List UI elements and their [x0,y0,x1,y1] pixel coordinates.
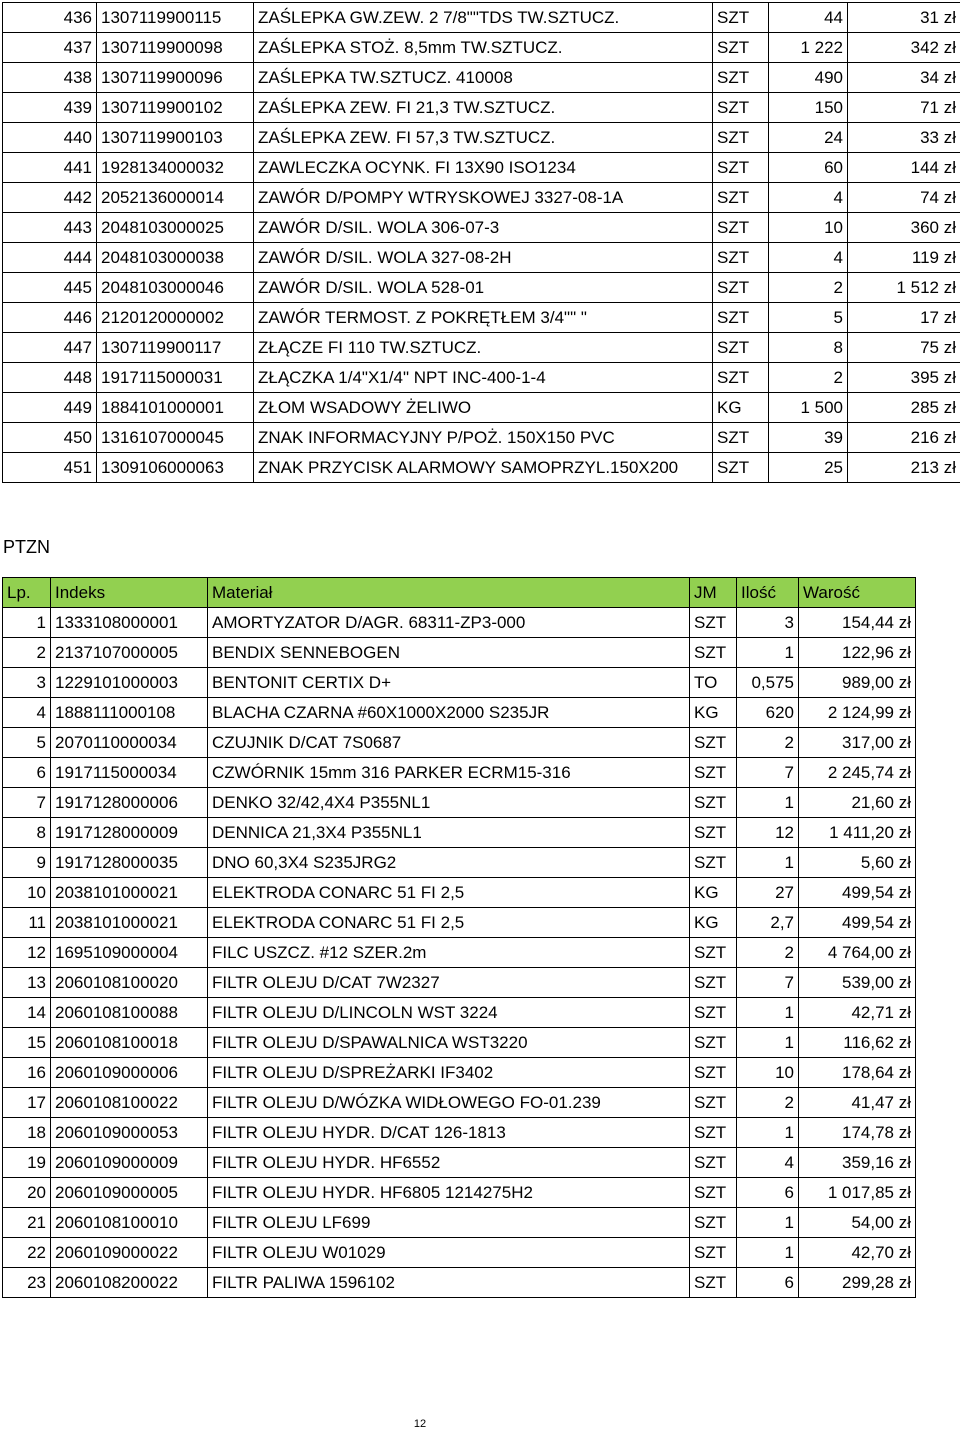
cell-material: ZAWÓR D/SIL. WOLA 528-01 [254,273,713,303]
cell-index: 1307119900117 [97,333,254,363]
cell-material: ZAŚLEPKA ZEW. FI 57,3 TW.SZTUCZ. [254,123,713,153]
cell-unit: SZT [690,848,737,878]
cell-quantity: 1 [737,638,799,668]
cell-value: 154,44 zł [799,608,916,638]
cell-quantity: 8 [769,333,848,363]
cell-index: 2038101000021 [51,878,208,908]
cell-unit: SZT [713,213,769,243]
cell-index: 1333108000001 [51,608,208,638]
cell-material: ELEKTRODA CONARC 51 FI 2,5 [208,908,690,938]
cell-index: 1917115000034 [51,758,208,788]
cell-unit: SZT [713,453,769,483]
cell-quantity: 10 [769,213,848,243]
table-row [3,878,916,908]
cell-lp: 5 [3,728,51,758]
cell-unit: KG [690,878,737,908]
table-row [3,1058,916,1088]
table-row [3,393,960,423]
cell-material: ZAŚLEPKA GW.ZEW. 2 7/8""TDS TW.SZTUCZ. [254,3,713,33]
cell-index: 2060109000022 [51,1238,208,1268]
cell-value: 285 zł [848,393,960,423]
cell-material: FILTR OLEJU HYDR. D/CAT 126-1813 [208,1118,690,1148]
table-row [3,1148,916,1178]
cell-value: 33 zł [848,123,960,153]
cell-unit: SZT [690,1148,737,1178]
cell-value: 31 zł [848,3,960,33]
cell-index: 2052136000014 [97,183,254,213]
table-row [3,1238,916,1268]
cell-index: 1307119900102 [97,93,254,123]
table-row [3,63,960,93]
table-row [3,638,916,668]
cell-value: 116,62 zł [799,1028,916,1058]
cell-unit: SZT [713,183,769,213]
table-row [3,273,960,303]
cell-index: 1229101000003 [51,668,208,698]
ptzn-table-body [3,608,916,1298]
cell-unit: KG [690,698,737,728]
cell-unit: SZT [690,788,737,818]
table-row [3,363,960,393]
cell-index: 2048103000038 [97,243,254,273]
cell-quantity: 39 [769,423,848,453]
table-row [3,938,916,968]
header-jm: JM [690,578,737,608]
cell-quantity: 25 [769,453,848,483]
cell-index: 2060108100020 [51,968,208,998]
cell-index: 2060108100088 [51,998,208,1028]
cell-quantity: 1 [737,848,799,878]
table-row [3,698,916,728]
table-row [3,153,960,183]
cell-lp: 19 [3,1148,51,1178]
table-row [3,303,960,333]
cell-index: 2048103000025 [97,213,254,243]
cell-value: 989,00 zł [799,668,916,698]
cell-value: 1 512 zł [848,273,960,303]
table-row [3,1178,916,1208]
header-indeks: Indeks [51,578,208,608]
cell-lp: 450 [3,423,97,453]
cell-material: FILTR OLEJU D/CAT 7W2327 [208,968,690,998]
inventory-table-continued [2,2,960,483]
cell-value: 42,70 zł [799,1238,916,1268]
cell-material: ZAŚLEPKA STOŻ. 8,5mm TW.SZTUCZ. [254,33,713,63]
cell-quantity: 1 [737,1118,799,1148]
cell-unit: SZT [690,1268,737,1298]
cell-material: ZAWÓR TERMOST. Z POKRĘTŁEM 3/4"" " [254,303,713,333]
cell-material: FILC USZCZ. #12 SZER.2m [208,938,690,968]
cell-material: ZŁĄCZE FI 110 TW.SZTUCZ. [254,333,713,363]
cell-material: ZAWLECZKA OCYNK. FI 13X90 ISO1234 [254,153,713,183]
header-wartosc: Warość [799,578,916,608]
cell-unit: SZT [690,608,737,638]
cell-index: 1917128000009 [51,818,208,848]
cell-unit: SZT [690,1238,737,1268]
header-ilosc: Ilość [737,578,799,608]
cell-unit: SZT [690,638,737,668]
cell-unit: SZT [690,938,737,968]
table-row [3,33,960,63]
cell-material: ZNAK INFORMACYJNY P/POŻ. 150X150 PVC [254,423,713,453]
table-row [3,3,960,33]
cell-value: 216 zł [848,423,960,453]
cell-value: 54,00 zł [799,1208,916,1238]
cell-lp: 15 [3,1028,51,1058]
table-row [3,93,960,123]
cell-lp: 18 [3,1118,51,1148]
cell-value: 499,54 zł [799,908,916,938]
cell-material: DENKO 32/42,4X4 P355NL1 [208,788,690,818]
cell-lp: 10 [3,878,51,908]
cell-lp: 437 [3,33,97,63]
cell-unit: SZT [690,1088,737,1118]
cell-unit: SZT [713,273,769,303]
table-row [3,908,916,938]
cell-index: 2060108100018 [51,1028,208,1058]
cell-quantity: 0,575 [737,668,799,698]
cell-lp: 9 [3,848,51,878]
table-row [3,1088,916,1118]
cell-unit: SZT [690,728,737,758]
cell-index: 2048103000046 [97,273,254,303]
cell-quantity: 150 [769,93,848,123]
cell-lp: 17 [3,1088,51,1118]
cell-material: CZWÓRNIK 15mm 316 PARKER ECRM15-316 [208,758,690,788]
table-row [3,668,916,698]
cell-index: 1309106000063 [97,453,254,483]
table-row [3,728,916,758]
cell-material: ELEKTRODA CONARC 51 FI 2,5 [208,878,690,908]
cell-material: FILTR OLEJU D/WÓZKA WIDŁOWEGO FO-01.239 [208,1088,690,1118]
cell-lp: 451 [3,453,97,483]
cell-quantity: 10 [737,1058,799,1088]
cell-material: FILTR OLEJU LF699 [208,1208,690,1238]
cell-lp: 20 [3,1178,51,1208]
cell-value: 2 124,99 zł [799,698,916,728]
cell-quantity: 1 [737,1238,799,1268]
table-row [3,243,960,273]
cell-unit: SZT [713,243,769,273]
cell-quantity: 2 [737,1088,799,1118]
cell-lp: 8 [3,818,51,848]
cell-value: 41,47 zł [799,1088,916,1118]
cell-material: DENNICA 21,3X4 P355NL1 [208,818,690,848]
cell-value: 21,60 zł [799,788,916,818]
cell-unit: SZT [690,1028,737,1058]
cell-lp: 445 [3,273,97,303]
cell-value: 75 zł [848,333,960,363]
cell-index: 2070110000034 [51,728,208,758]
cell-quantity: 44 [769,3,848,33]
table-row [3,123,960,153]
cell-material: FILTR PALIWA 1596102 [208,1268,690,1298]
cell-value: 34 zł [848,63,960,93]
cell-quantity: 4 [769,183,848,213]
section-title: PTZN [3,537,50,557]
cell-index: 1917128000035 [51,848,208,878]
ptzn-header-row [3,578,916,608]
cell-unit: KG [690,908,737,938]
cell-quantity: 1 [737,998,799,1028]
cell-quantity: 24 [769,123,848,153]
cell-material: ZAŚLEPKA TW.SZTUCZ. 410008 [254,63,713,93]
cell-value: 1 411,20 zł [799,818,916,848]
cell-value: 317,00 zł [799,728,916,758]
table-row [3,758,916,788]
cell-quantity: 1 222 [769,33,848,63]
cell-material: FILTR OLEJU D/LINCOLN WST 3224 [208,998,690,1028]
cell-lp: 449 [3,393,97,423]
cell-unit: SZT [713,423,769,453]
table-row [3,333,960,363]
cell-lp: 439 [3,93,97,123]
cell-lp: 443 [3,213,97,243]
cell-quantity: 1 [737,788,799,818]
cell-lp: 448 [3,363,97,393]
cell-quantity: 5 [769,303,848,333]
cell-quantity: 4 [737,1148,799,1178]
cell-index: 1307119900096 [97,63,254,93]
cell-quantity: 1 500 [769,393,848,423]
cell-unit: SZT [690,1208,737,1238]
cell-quantity: 6 [737,1268,799,1298]
inventory-table-body [3,3,960,483]
cell-value: 2 245,74 zł [799,758,916,788]
cell-index: 1917128000006 [51,788,208,818]
cell-quantity: 1 [737,1208,799,1238]
cell-lp: 438 [3,63,97,93]
cell-value: 144 zł [848,153,960,183]
cell-lp: 3 [3,668,51,698]
cell-unit: SZT [713,153,769,183]
cell-quantity: 27 [737,878,799,908]
cell-unit: SZT [690,1058,737,1088]
cell-material: AMORTYZATOR D/AGR. 68311-ZP3-000 [208,608,690,638]
cell-value: 539,00 zł [799,968,916,998]
cell-lp: 12 [3,938,51,968]
cell-value: 174,78 zł [799,1118,916,1148]
cell-unit: SZT [713,3,769,33]
cell-material: FILTR OLEJU HYDR. HF6805 1214275H2 [208,1178,690,1208]
cell-value: 119 zł [848,243,960,273]
table-row [3,968,916,998]
cell-value: 4 764,00 zł [799,938,916,968]
cell-lp: 436 [3,3,97,33]
table-row [3,183,960,213]
cell-material: FILTR OLEJU D/SPREŻARKI IF3402 [208,1058,690,1088]
table-row [3,1208,916,1238]
cell-unit: KG [713,393,769,423]
cell-index: 2060109000053 [51,1118,208,1148]
table-row [3,608,916,638]
cell-value: 74 zł [848,183,960,213]
cell-quantity: 7 [737,758,799,788]
cell-lp: 11 [3,908,51,938]
cell-index: 2038101000021 [51,908,208,938]
cell-value: 122,96 zł [799,638,916,668]
cell-index: 1307119900115 [97,3,254,33]
cell-quantity: 3 [737,608,799,638]
cell-material: ZAWÓR D/POMPY WTRYSKOWEJ 3327-08-1A [254,183,713,213]
cell-index: 2060109000005 [51,1178,208,1208]
cell-material: BENDIX SENNEBOGEN [208,638,690,668]
cell-unit: SZT [690,1178,737,1208]
cell-quantity: 2,7 [737,908,799,938]
cell-unit: SZT [690,818,737,848]
cell-unit: SZT [713,63,769,93]
cell-lp: 440 [3,123,97,153]
cell-index: 2060109000006 [51,1058,208,1088]
cell-unit: SZT [713,33,769,63]
cell-lp: 441 [3,153,97,183]
cell-index: 1307119900098 [97,33,254,63]
cell-index: 1316107000045 [97,423,254,453]
cell-lp: 446 [3,303,97,333]
cell-unit: SZT [713,303,769,333]
cell-material: FILTR OLEJU D/SPAWALNICA WST3220 [208,1028,690,1058]
cell-lp: 7 [3,788,51,818]
cell-value: 1 017,85 zł [799,1178,916,1208]
cell-value: 299,28 zł [799,1268,916,1298]
table-row [3,1118,916,1148]
cell-lp: 14 [3,998,51,1028]
cell-quantity: 2 [769,273,848,303]
cell-value: 360 zł [848,213,960,243]
cell-value: 359,16 zł [799,1148,916,1178]
cell-value: 499,54 zł [799,878,916,908]
cell-unit: TO [690,668,737,698]
cell-material: ZAWÓR D/SIL. WOLA 327-08-2H [254,243,713,273]
cell-index: 2060108100022 [51,1088,208,1118]
cell-lp: 13 [3,968,51,998]
cell-index: 2060109000009 [51,1148,208,1178]
table-row [3,818,916,848]
cell-lp: 444 [3,243,97,273]
cell-value: 342 zł [848,33,960,63]
cell-index: 2060108100010 [51,1208,208,1238]
cell-lp: 442 [3,183,97,213]
cell-unit: SZT [690,968,737,998]
cell-index: 2060108200022 [51,1268,208,1298]
cell-index: 1928134000032 [97,153,254,183]
cell-quantity: 620 [737,698,799,728]
table-row [3,1028,916,1058]
cell-material: ZŁOM WSADOWY ŻELIWO [254,393,713,423]
cell-value: 395 zł [848,363,960,393]
header-lp: Lp. [3,578,51,608]
cell-material: FILTR OLEJU HYDR. HF6552 [208,1148,690,1178]
cell-lp: 21 [3,1208,51,1238]
table-row [3,848,916,878]
table-row [3,788,916,818]
cell-unit: SZT [713,363,769,393]
cell-material: FILTR OLEJU W01029 [208,1238,690,1268]
table-row [3,213,960,243]
cell-quantity: 2 [737,938,799,968]
cell-material: ZAWÓR D/SIL. WOLA 306-07-3 [254,213,713,243]
cell-quantity: 4 [769,243,848,273]
cell-index: 1695109000004 [51,938,208,968]
cell-quantity: 1 [737,1028,799,1058]
cell-material: ZAŚLEPKA ZEW. FI 21,3 TW.SZTUCZ. [254,93,713,123]
cell-unit: SZT [713,123,769,153]
cell-material: CZUJNIK D/CAT 7S0687 [208,728,690,758]
cell-value: 213 zł [848,453,960,483]
cell-index: 1884101000001 [97,393,254,423]
table-row [3,453,960,483]
cell-quantity: 2 [769,363,848,393]
header-material: Materiał [208,578,690,608]
cell-value: 71 zł [848,93,960,123]
cell-quantity: 490 [769,63,848,93]
table-row [3,998,916,1028]
cell-quantity: 2 [737,728,799,758]
cell-quantity: 6 [737,1178,799,1208]
cell-lp: 4 [3,698,51,728]
cell-unit: SZT [713,333,769,363]
cell-quantity: 60 [769,153,848,183]
cell-lp: 22 [3,1238,51,1268]
cell-lp: 6 [3,758,51,788]
cell-lp: 2 [3,638,51,668]
cell-lp: 16 [3,1058,51,1088]
cell-value: 17 zł [848,303,960,333]
cell-quantity: 12 [737,818,799,848]
cell-lp: 23 [3,1268,51,1298]
table-row [3,1268,916,1298]
cell-material: DNO 60,3X4 S235JRG2 [208,848,690,878]
cell-quantity: 7 [737,968,799,998]
page-number: 12 [413,1418,427,1430]
cell-index: 1888111000108 [51,698,208,728]
cell-index: 1917115000031 [97,363,254,393]
cell-value: 178,64 zł [799,1058,916,1088]
cell-unit: SZT [690,758,737,788]
cell-material: BENTONIT CERTIX D+ [208,668,690,698]
cell-material: BLACHA CZARNA #60X1000X2000 S235JR [208,698,690,728]
cell-index: 2137107000005 [51,638,208,668]
cell-material: ZŁĄCZKA 1/4"X1/4" NPT INC-400-1-4 [254,363,713,393]
cell-material: ZNAK PRZYCISK ALARMOWY SAMOPRZYL.150X200 [254,453,713,483]
cell-index: 2120120000002 [97,303,254,333]
cell-unit: SZT [713,93,769,123]
ptzn-table [2,577,916,1298]
cell-value: 42,71 zł [799,998,916,1028]
cell-unit: SZT [690,1118,737,1148]
cell-value: 5,60 zł [799,848,916,878]
cell-index: 1307119900103 [97,123,254,153]
cell-lp: 1 [3,608,51,638]
cell-lp: 447 [3,333,97,363]
cell-unit: SZT [690,998,737,1028]
table-row [3,423,960,453]
